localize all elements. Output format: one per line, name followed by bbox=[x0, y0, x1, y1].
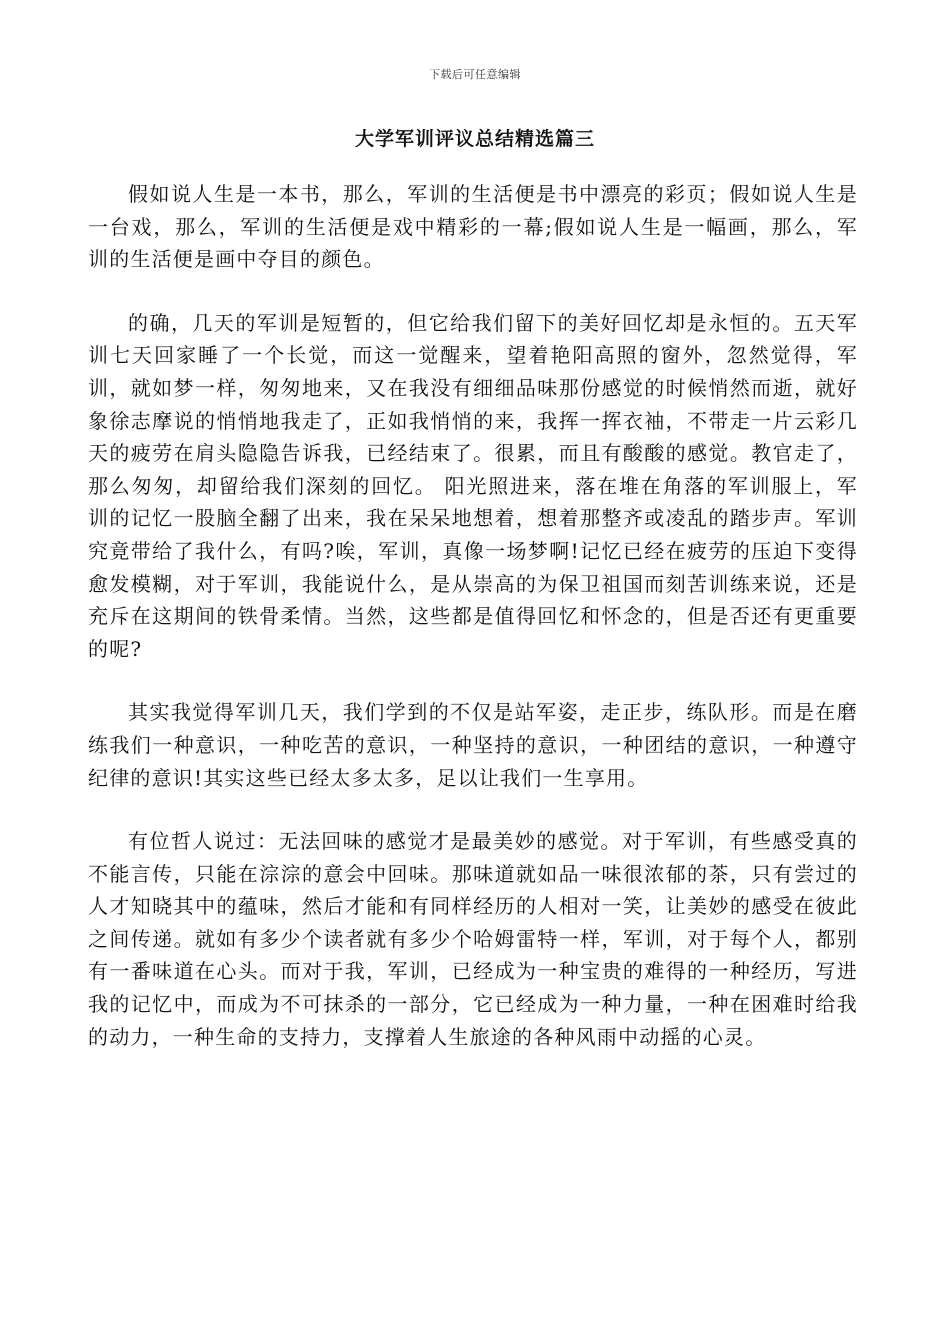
paragraph-2: 的确，几天的军训是短暂的，但它给我们留下的美好回忆却是永恒的。五天军训七天回家睡了一个长觉，而这一觉醒来，望着艳阳高照的窗外，忽然觉得，军训，就如梦一样，匆匆地来，又在我没有细细品味那份感觉的时候悄然而逝，就好象徐志摩说的悄悄地我走了，正如我悄悄的来，我挥一挥衣袖，不带走一片云彩几天的疲劳在肩头隐隐告诉我，已经结束了。很累，而且有酸酸的感觉。教官走了，那么匆匆，却留给我们深刻的回忆。 阳光照进来，落在堆在角落的军训服上，军训的记忆一股脑全翻了出来，我在呆呆地想着，想着那整齐或凌乱的踏步声。军训究竟带给了我什么，有吗?唉，军训，真像一场梦啊!记忆已经在疲劳的压迫下变得愈发模糊，对于军训，我能说什么，是从崇高的为保卫祖国而刻苦训练来说，还是充斥在这期间的铁骨柔情。当然，这些都是值得回忆和怀念的，但是否还有更重要的呢? bbox=[88, 310, 858, 661]
paragraph-3: 其实我觉得军训几天，我们学到的不仅是站军姿，走正步，练队形。而是在磨练我们一种意识，一种吃苦的意识，一种坚持的意识，一种团结的意识，一种遵守纪律的意识!其实这些已经太多太多，足以让我们一生享用。 bbox=[88, 700, 858, 790]
document-body bbox=[88, 178, 858, 1084]
paragraph-1: 假如说人生是一本书，那么，军训的生活便是书中漂亮的彩页；假如说人生是一台戏，那么，军训的生活便是戏中精彩的一幕;假如说人生是一幅画，那么，军训的生活便是画中夺目的颜色。 bbox=[88, 182, 858, 272]
document-title: 大学军训评议总结精选篇三 bbox=[354, 128, 595, 150]
header-note: 下载后可任意编辑 bbox=[429, 68, 521, 81]
paragraph-4: 有位哲人说过：无法回味的感觉才是最美妙的感觉。对于军训，有些感受真的不能言传，只能在淙淙的意会中回味。那味道就如品一味很浓郁的茶，只有尝过的人才知晓其中的蕴味，然后才能和有同样经历的人相对一笑，让美妙的感受在彼此之间传递。就如有多少个读者就有多少个哈姆雷特一样，军训，对于每个人，都别有一番味道在心头。而对于我，军训，已经成为一种宝贵的难得的一种经历，写进我的记忆中，而成为不可抹杀的一部分，它已经成为一种力量，一种在困难时给我的动力，一种生命的支持力，支撑着人生旅途的各种风雨中动摇的心灵。 bbox=[88, 829, 858, 1049]
